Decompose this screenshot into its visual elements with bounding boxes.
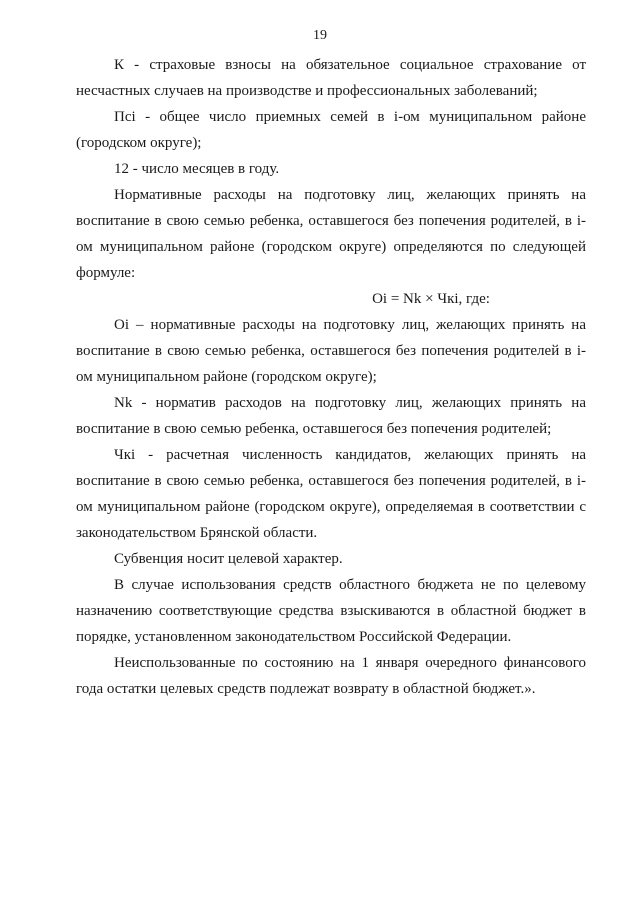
paragraph-unused-funds: Неиспользованные по состоянию на 1 января очередного финансового года остатки целевых средств подлежат возврату в областной бюджет.». — [76, 655, 586, 697]
paragraph-normative-expenses: Нормативные расходы на подготовку лиц, желающих принять на воспитание в свою семью ребенка, оставшегося без попечения родителей, в і-ом муниципальном районе (городском округе) определяются по следующей формуле: — [76, 187, 586, 281]
page-number: 19 — [313, 28, 327, 43]
paragraph-subvention: Субвенция носит целевой характер. — [114, 551, 343, 567]
paragraph-psi-definition: Псі - общее число приемных семей в і-ом муниципальном районе (городском округе); — [76, 109, 586, 151]
paragraph-months: 12 - число месяцев в году. — [114, 161, 280, 177]
paragraph-nk-definition: Nk - норматив расходов на подготовку лиц, желающих принять на воспитание в свою семью ребенка, оставшегося без попечения родителей; — [76, 395, 586, 437]
paragraph-misuse: В случае использования средств областного бюджета не по целевому назначению соответствующие средства взыскиваются в областной бюджет в порядке, установленном законодательством Российской Федерации. — [76, 577, 586, 645]
paragraph-oi-definition: Оі – нормативные расходы на подготовку лиц, желающих принять на воспитание в свою семью ребенка, оставшегося без попечения родителей в і-ом муниципальном районе (городском округе); — [76, 317, 586, 385]
formula: Оі = Nk × Чкі, где: — [372, 291, 490, 307]
paragraph-k-definition: К - страховые взносы на обязательное социальное страхование от несчастных случаев на производстве и профессиональных заболеваний; — [76, 57, 586, 99]
body-text — [76, 52, 586, 702]
paragraph-chki-definition: Чкі - расчетная численность кандидатов, желающих принять на воспитание в свою семью ребенка, оставшегося без попечения родителей, в і-ом муниципальном районе (городском округе), определяемая в соответствии с законодательством Брянской области. — [76, 447, 586, 541]
